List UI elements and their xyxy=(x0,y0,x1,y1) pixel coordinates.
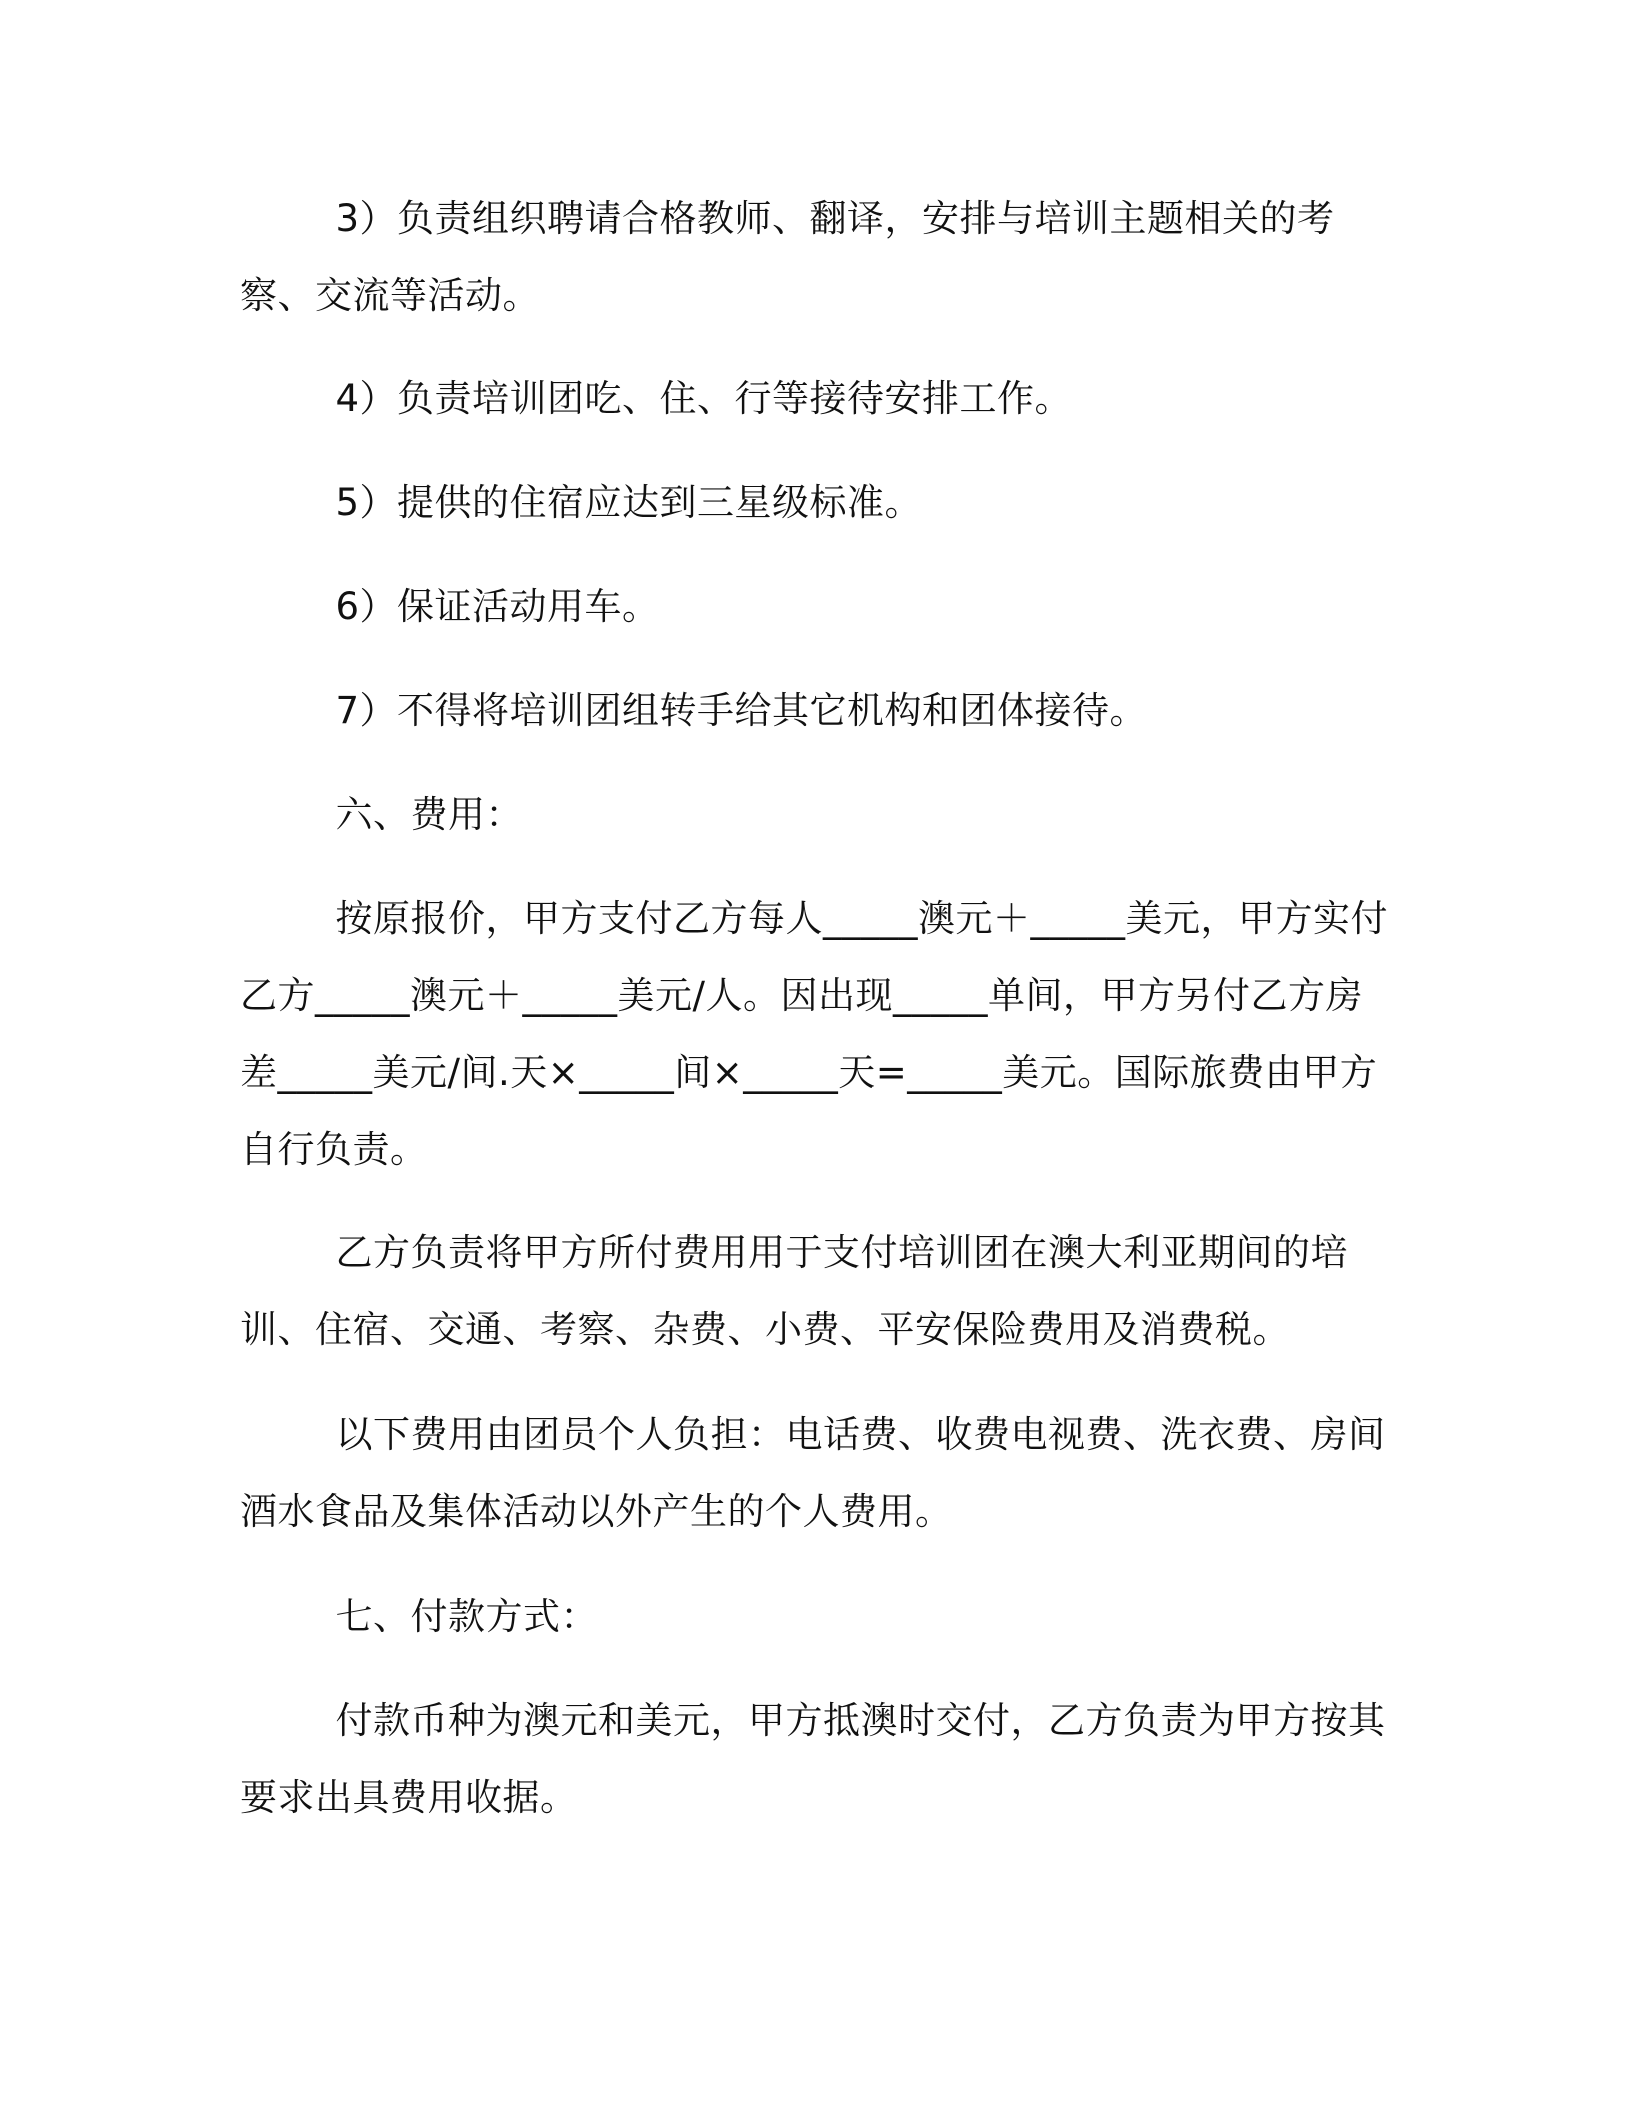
paragraph-item-3: 3）负责组织聘请合格教师、翻译，安排与培训主题相关的考察、交流等活动。 xyxy=(240,197,1335,317)
paragraph-fee-usage: 乙方负责将甲方所付费用用于支付培训团在澳大利亚期间的培训、住宿、交通、考察、杂费、小费、平安保险费用及消费税。 xyxy=(240,1231,1348,1351)
paragraph-fee-terms: 按原报价，甲方支付乙方每人_____澳元＋_____美元，甲方实付乙方_____澳元＋_____美元/人。因出现_____单间，甲方另付乙方房差_____美元/间.天×_____间×_____天=_____美元。国际旅费由甲方自行负责。 xyxy=(240,897,1388,1171)
section-heading-payment: 七、付款方式： xyxy=(335,1595,598,1638)
document-body xyxy=(240,180,1390,1836)
paragraph-personal-expenses: 以下费用由团员个人负担：电话费、收费电视费、洗衣费、房间酒水食品及集体活动以外产生的个人费用。 xyxy=(240,1413,1386,1533)
paragraph-item-6: 6）保证活动用车。 xyxy=(335,585,660,628)
paragraph-item-5: 5）提供的住宿应达到三星级标准。 xyxy=(335,481,922,524)
section-heading-fees: 六、费用： xyxy=(335,793,523,836)
paragraph-item-4: 4）负责培训团吃、住、行等接待安排工作。 xyxy=(335,377,1072,420)
paragraph-payment-method: 付款币种为澳元和美元，甲方抵澳时交付，乙方负责为甲方按其要求出具费用收据。 xyxy=(240,1699,1386,1819)
paragraph-item-7: 7）不得将培训团组转手给其它机构和团体接待。 xyxy=(335,689,1147,732)
